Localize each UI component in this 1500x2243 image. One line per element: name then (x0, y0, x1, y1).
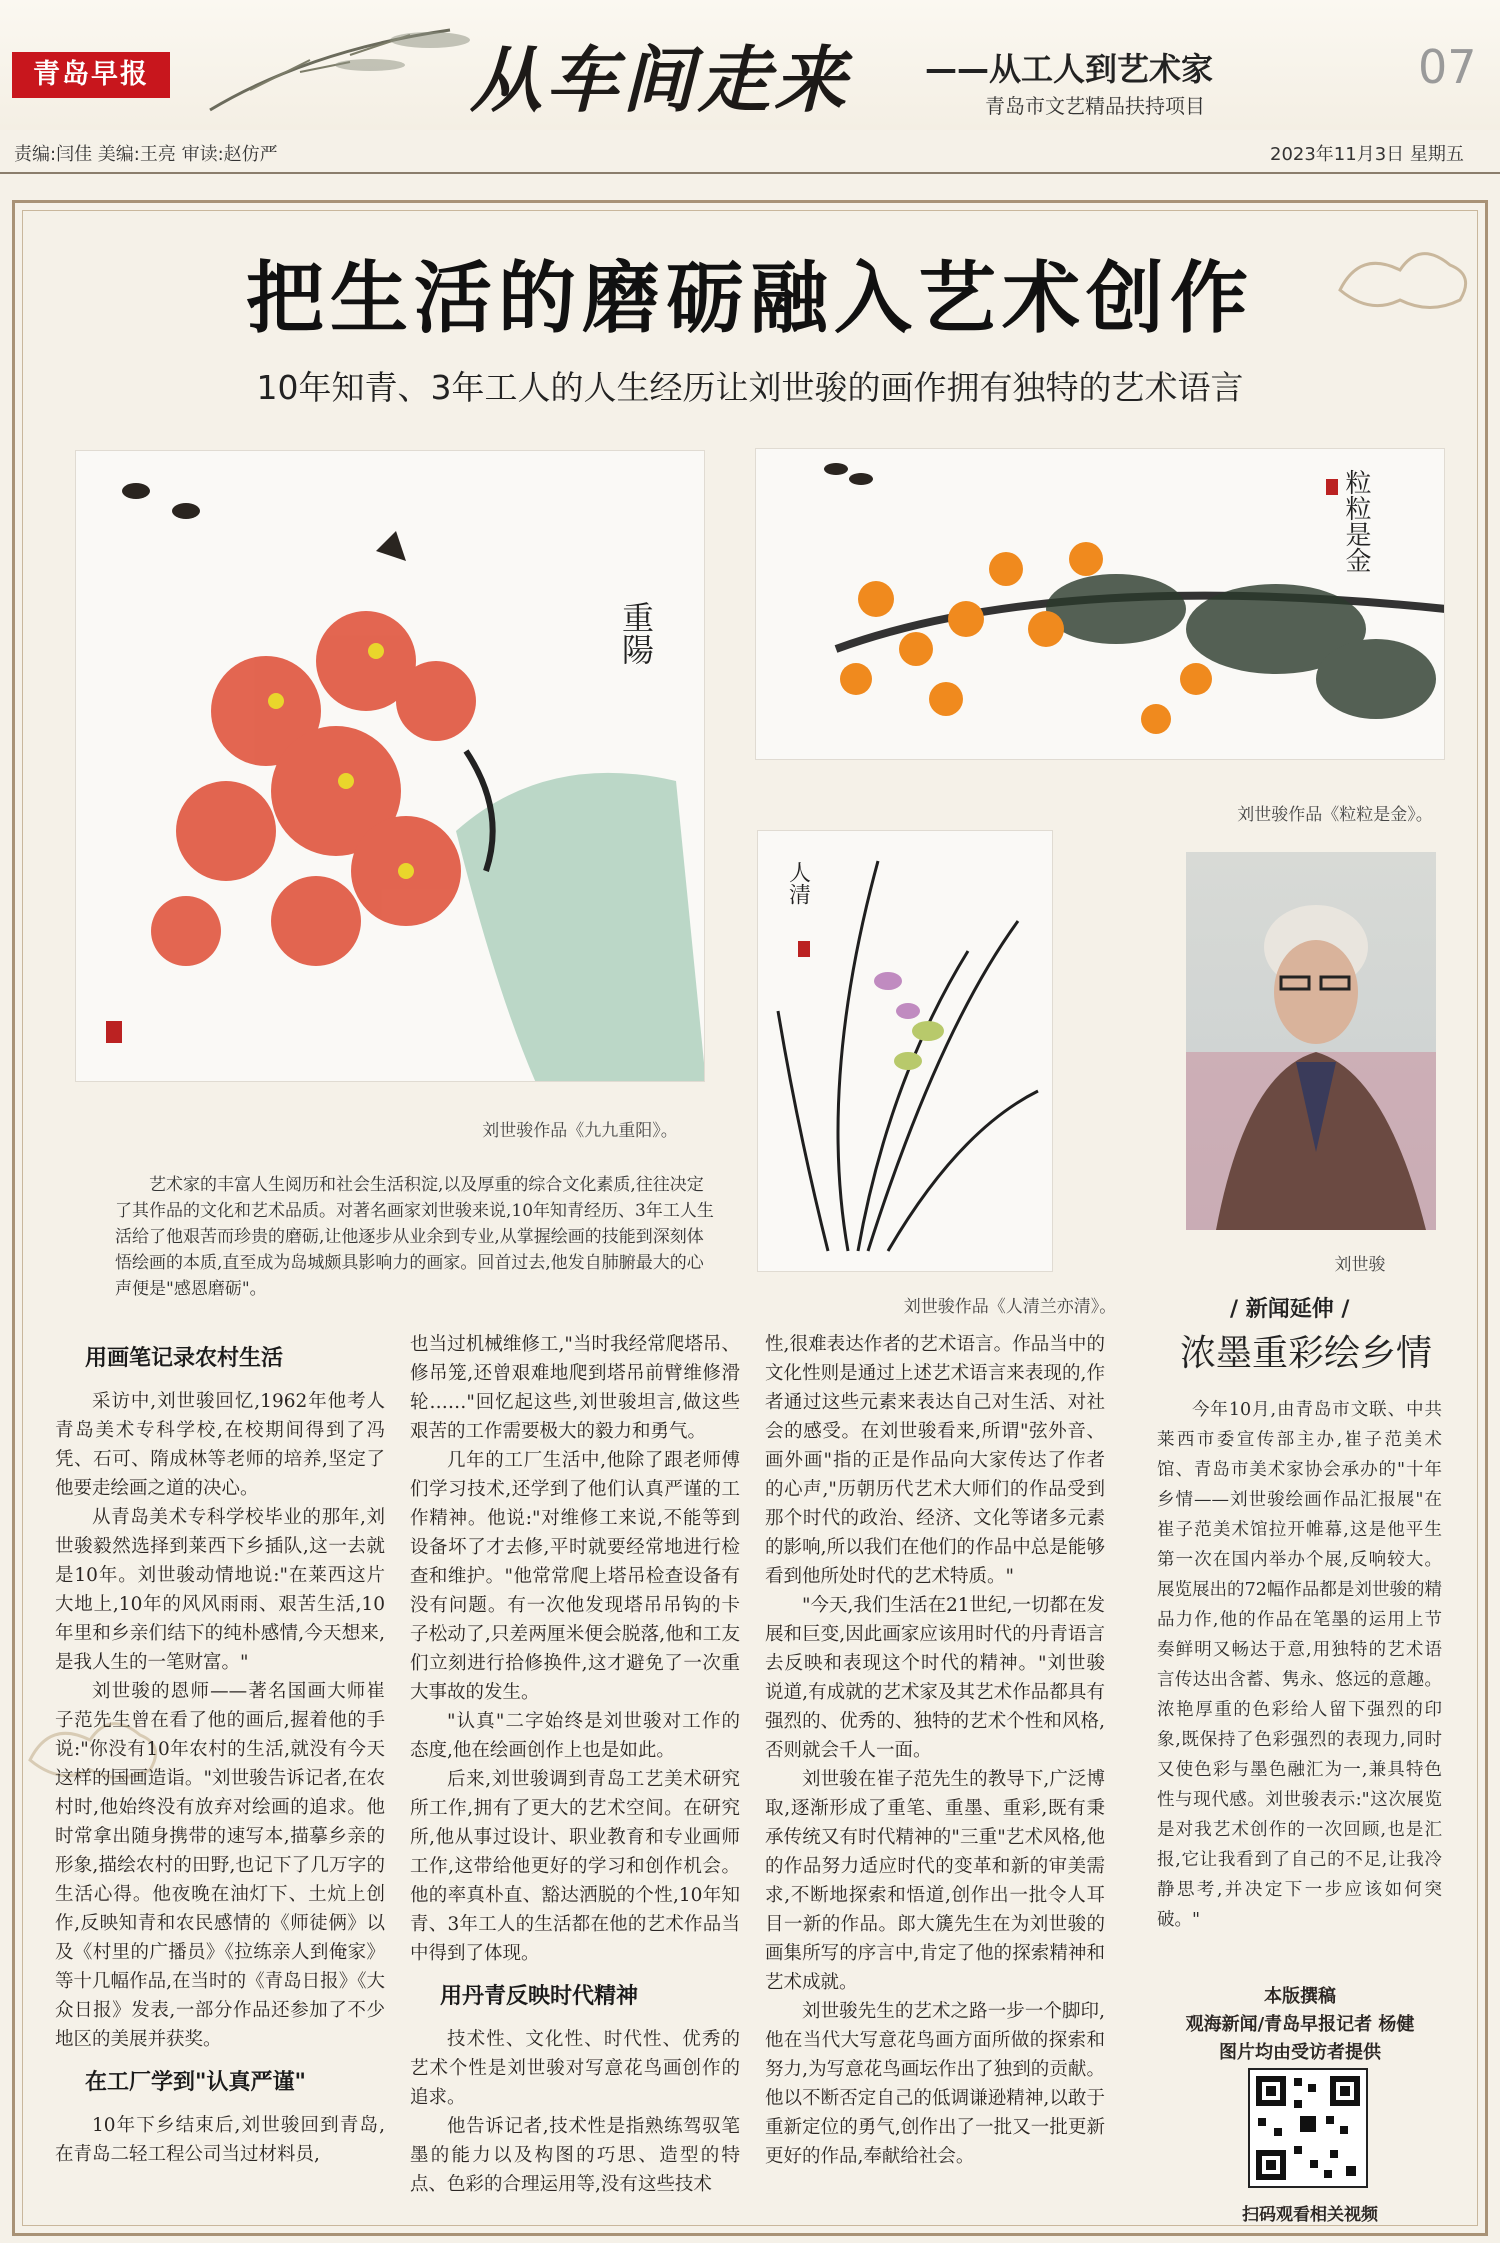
column-2 (410, 1330, 740, 2199)
qr-code[interactable] (1248, 2068, 1368, 2188)
painting-orchid[interactable] (757, 830, 1053, 1272)
artist-portrait[interactable] (1186, 852, 1436, 1230)
artist-portrait-image (1186, 852, 1436, 1230)
paragraph: 10年下乡结束后,刘世骏回到青岛,在青岛二轻工程公司当过材料员, (55, 2115, 385, 2165)
caption-portrait: 刘世骏 (1334, 1255, 1386, 1275)
section-heading-3: 用丹青反映时代精神 (440, 1984, 639, 2009)
sidebar-body: 今年10月,由青岛市文联、中共莱西市委宣传部主办,崔子范美术馆、青岛市美术家协会承办的"十年乡情——刘世骏绘画作品汇报展"在崔子范美术馆拉开帷幕,这是他平生第一次在国内举办个展,反响较大。展览展出的72幅作品都是刘世骏的精品力作,他的作品在笔墨的运用上节奏鲜明又畅达于意,用独特的艺术语言传达出含蓄、隽永、悠远的意趣。浓艳厚重的色彩给人留下强烈的印象,既保持了色彩强烈的表现力,同时又使色彩与墨色融汇为一,兼具特色性与现代感。刘世骏表示:"这次展览是对我艺术创作的一次回顾,也是汇报,它让我看到了自己的不足,让我冷静思考,并决定下一步应该如何突破。" (1157, 1400, 1442, 1930)
page-number: 07 (1418, 40, 1477, 94)
issue-date: 2023年11月3日 星期五 (1270, 144, 1464, 165)
paragraph: 刘世骏先生的艺术之路一步一个脚印,他在当代大写意花鸟画方面所做的探索和努力,为写意花鸟画坛作出了独到的贡献。他以不断否定自己的低调谦逊精神,以敢于重新定位的勇气,创作出了一批又一批更新更好的作品,奉献给社会。 (765, 2001, 1105, 2167)
painting-orchid-image (758, 831, 1053, 1272)
svg-text:粒粒是金: 粒粒是金 (1341, 469, 1371, 573)
paragraph: 刘世骏在崔子范先生的教导下,广泛博取,逐渐形成了重笔、重墨、重彩,既有秉承传统又有时代精神的"三重"艺术风格,他的作品努力适应时代的变革和新的审美需求,不断地探索和悟道,创作出一批令人耳目一新的作品。郎大篪先生在为刘世骏的画集所写的序言中,肯定了他的探索精神和艺术成就。 (765, 1769, 1105, 1993)
painting-chrysanthemum[interactable] (75, 450, 705, 1082)
column-1 (55, 1330, 385, 2169)
paragraph: 他告诉记者,技术性是指熟练驾驭笔墨的能力以及构图的巧思、造型的特点、色彩的合理运用等,没有这些技术 (410, 2116, 740, 2195)
qr-caption: 扫码观看相关视频 (1242, 2205, 1378, 2225)
section-heading-2: 在工厂学到"认真严谨" (85, 2070, 306, 2095)
paragraph: 从青岛美术专科学校毕业的那年,刘世骏毅然选择到莱西下乡插队,这一去就是10年。刘世骏动情地说:"在莱西这片大地上,10年的风风雨雨、艰苦生活,10年里和乡亲们结下的纯朴感情,今天想来,是我人生的一笔财富。" (55, 1507, 385, 1673)
headline: 把生活的磨砺融入艺术创作 (245, 254, 1254, 344)
painting-chrysanthemum-image (76, 451, 705, 1082)
bamboo-decoration (190, 10, 490, 120)
sidebar-title: 浓墨重彩绘乡情 (1180, 1333, 1433, 1374)
svg-text:重陽: 重陽 (617, 601, 655, 665)
paragraph: 刘世骏的恩师——著名国画大师崔子范先生曾在看了他的画后,握着他的手说:"你没有10年农村的生活,就没有今天这样的国画造诣。"刘世骏告诉记者,在农村时,他始终没有放弃对绘画的追求。他时常拿出随身携带的速写本,描摹乡亲的形象,描绘农村的田野,也记下了几万字的生活心得。他夜晚在油灯下、土炕上创作,反映知青和农民感情的《师徒俩》以及《村里的广播员》《拉练亲人到俺家》等十几幅作品,在当时的《青岛日报》《大众日报》发表,一部分作品还参加了不少地区的美展并获奖。 (55, 1681, 385, 2050)
paragraph: 采访中,刘世骏回忆,1962年他考人青岛美术专科学校,在校期间得到了冯凭、石可、隋成林等老师的培养,坚定了他要走绘画之道的决心。 (55, 1391, 385, 1499)
editor-credits: 责编:闫佳 美编:王亮 审读:赵仿严 (14, 144, 278, 165)
news-extension-tag: / 新闻延伸 / (1230, 1297, 1350, 1322)
caption-painting-3: 刘世骏作品《人清兰亦清》。 (903, 1297, 1117, 1317)
paragraph: "今天,我们生活在21世纪,一切都在发展和巨变,因此画家应该用时代的丹青语言去反映和表现这个时代的精神。"刘世骏说道,有成就的艺术家及其艺术作品都具有强烈的、优秀的、独特的艺术个性和风格,否则就会千人一面。 (765, 1595, 1105, 1761)
paragraph: 后来,刘世骏调到青岛工艺美术研究所工作,拥有了更大的艺术空间。在研究所,他从事过设计、职业教育和专业画师工作,这带给他更好的学习和创作机会。他的率真朴直、豁达洒脱的个性,10年知青、3年工人的生活都在他的艺术作品当中得到了体现。 (410, 1769, 740, 1964)
byline-reporter: 观海新闻/青岛早报记者 杨健 (1185, 2014, 1415, 2035)
svg-text:人清: 人清 (785, 861, 811, 905)
subheadline: 10年知青、3年工人的人生经历让刘世骏的画作拥有独特的艺术语言 (256, 368, 1244, 407)
column-subtitle: ——从工人到艺术家 (925, 50, 1214, 88)
paragraph: 技术性、文化性、时代性、优秀的艺术个性是刘世骏对写意花鸟画创作的追求。 (410, 2029, 740, 2108)
caption-painting-2: 刘世骏作品《粒粒是金》。 (1237, 805, 1433, 825)
painting-persimmons-image (756, 449, 1445, 760)
column-title: 从车间走来 (470, 37, 851, 122)
paragraph: 性,很难表达作者的艺术语言。作品当中的文化性则是通过上述艺术语言来表现的,作者通过这些元素来表达自己对生活、对社会的感受。在刘世骏看来,所谓"弦外音、画外画"指的正是作品向大家传达了作者的心声,"历朝历代艺术大师们的作品受到那个时代的政治、经济、文化等诸多元素的影响,所以我们在他们的作品中总是能够看到他所处时代的艺术特质。" (765, 1334, 1105, 1587)
byline-label: 本版撰稿 (1264, 1986, 1336, 2007)
newspaper-logo[interactable]: 青岛早报 (12, 52, 170, 98)
photo-credit: 图片均由受访者提供 (1219, 2042, 1381, 2063)
qr-code-icon (1250, 2070, 1366, 2186)
project-label: 青岛市文艺精品扶持项目 (985, 94, 1205, 118)
section-heading-1: 用画笔记录农村生活 (85, 1346, 284, 1371)
article-intro: 艺术家的丰富人生阅历和社会生活积淀,以及厚重的综合文化素质,往往决定了其作品的文化和艺术品质。对著名画家刘世骏来说,10年知青经历、3年工人生活给了他艰苦而珍贵的磨砺,让他逐步从业余到专业,从掌握绘画的技能到深刻体悟绘画的本质,直至成为岛城颇具影响力的画家。回首过去,他发自肺腑最大的心声便是"感恩磨砺"。 (115, 1175, 714, 1299)
paragraph: 也当过机械维修工,"当时我经常爬塔吊、修吊笼,还曾艰难地爬到塔吊前臂维修滑轮……"回忆起这些,刘世骏坦言,做这些艰苦的工作需要极大的毅力和勇气。 (410, 1334, 740, 1442)
column-3 (765, 1330, 1105, 2171)
painting-persimmons[interactable] (755, 448, 1445, 760)
caption-painting-1: 刘世骏作品《九九重阳》。 (482, 1121, 678, 1141)
header-divider (0, 172, 1500, 174)
paragraph: 几年的工厂生活中,他除了跟老师傅们学习技术,还学到了他们认真严谨的工作精神。他说:"对维修工来说,不能等到设备坏了才去修,平时就要经常地进行检查和维护。"他常常爬上塔吊检查设备有没有问题。有一次他发现塔吊吊钩的卡子松动了,只差两厘米便会脱落,他和工友们立刻进行拾修换件,这才避免了一次重大事故的发生。 (410, 1450, 740, 1703)
paragraph: "认真"二字始终是刘世骏对工作的态度,他在绘画创作上也是如此。 (410, 1711, 740, 1761)
